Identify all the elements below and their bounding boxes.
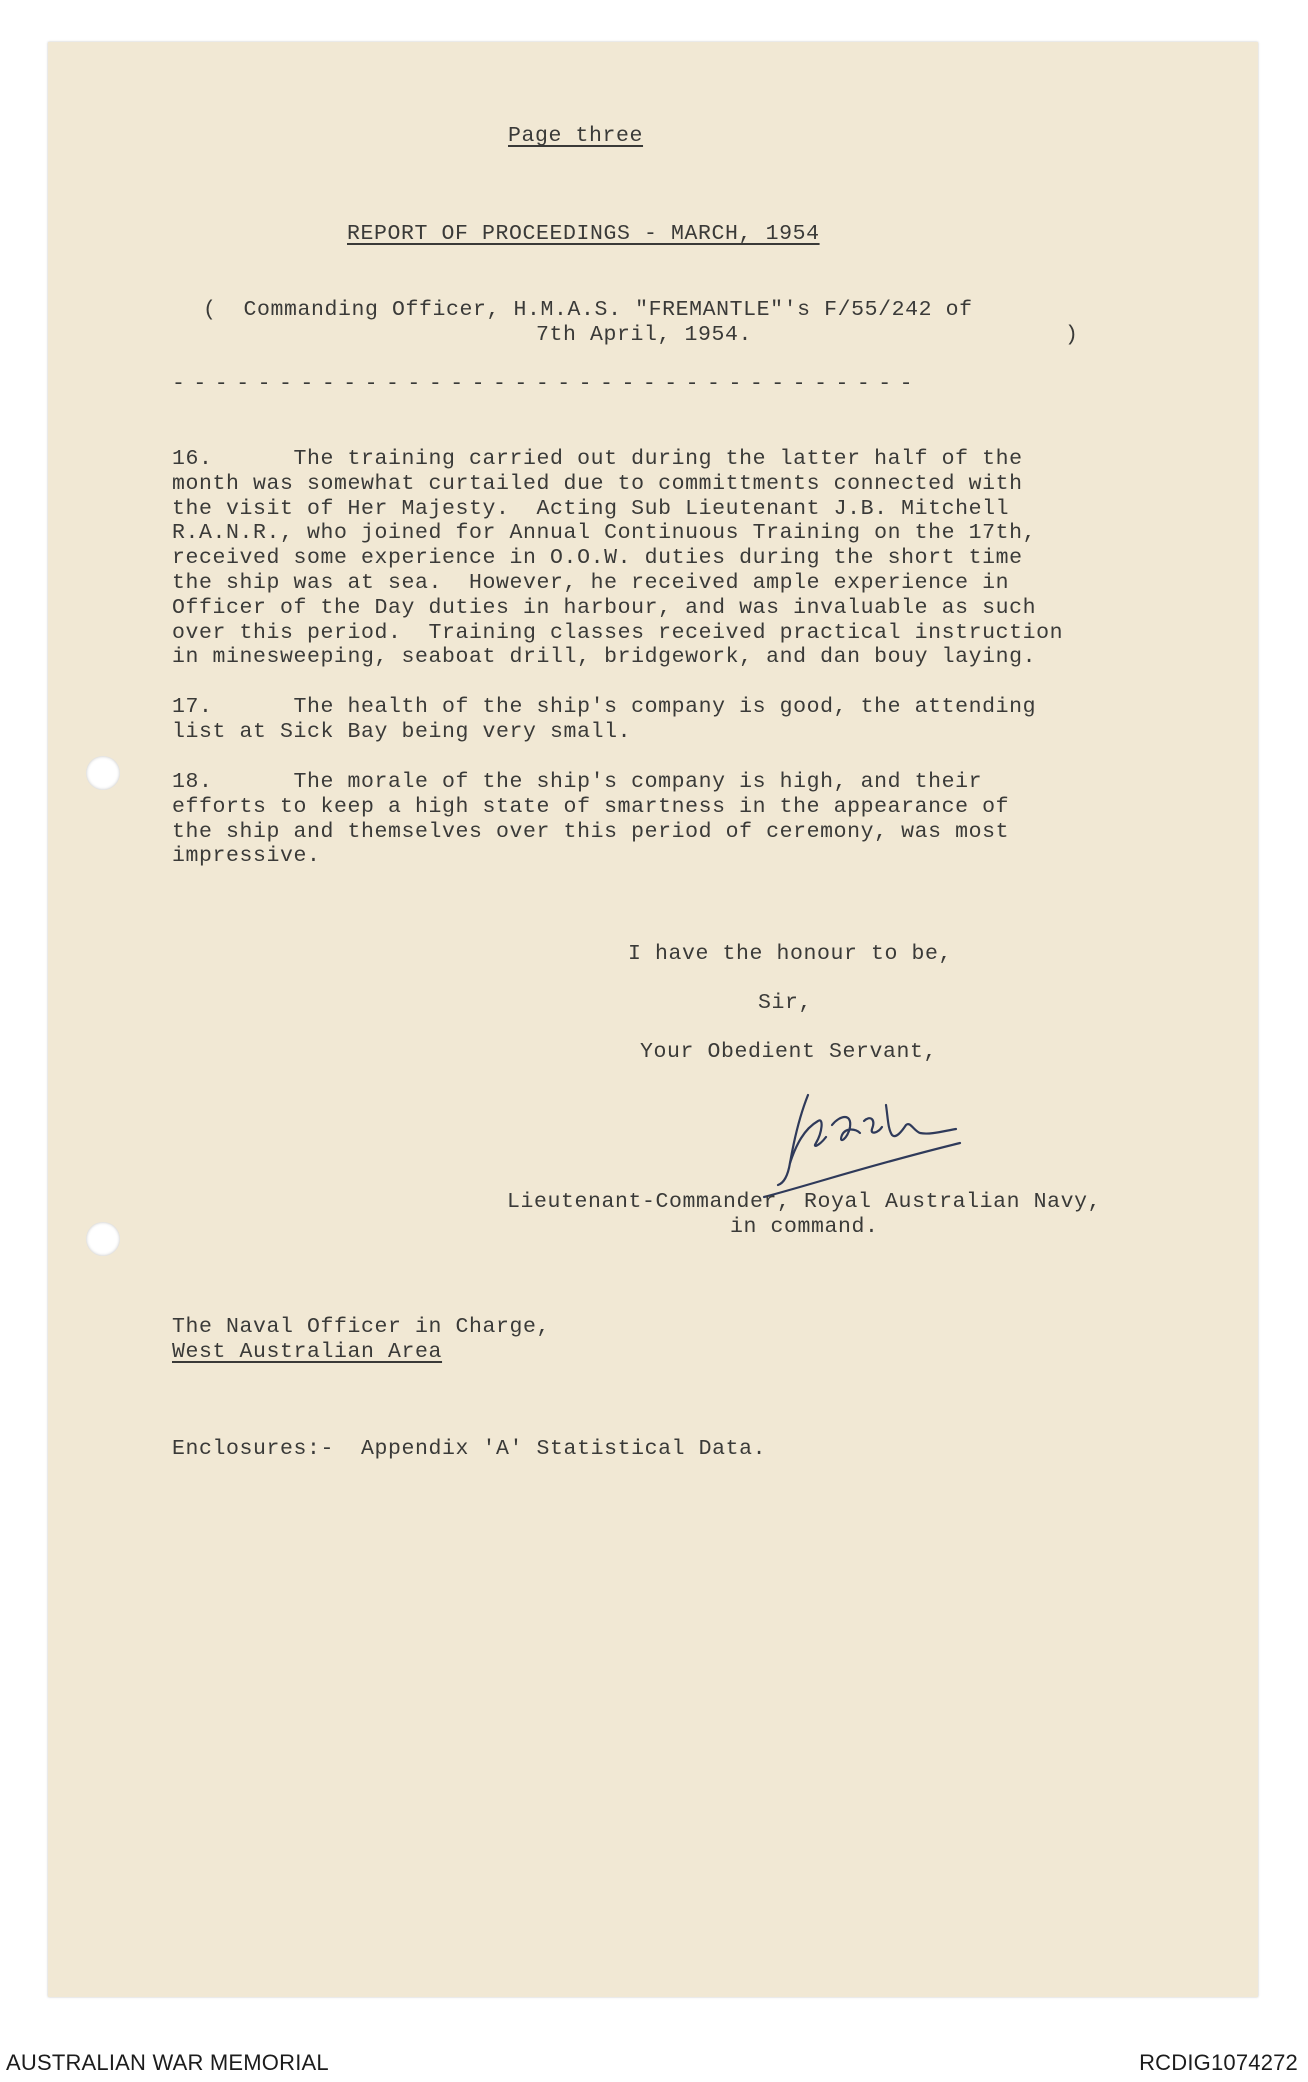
paragraph-line: in minesweeping, seaboat drill, bridgework, and dan bouy laying. <box>172 645 1037 670</box>
punch-hole <box>86 1222 120 1256</box>
paragraph-16 <box>172 447 1172 670</box>
paragraph-line: the ship was at sea. However, he received ample experience in <box>172 570 1010 595</box>
reference-line-1: ( Commanding Officer, H.M.A.S. "FREMANTLE"'s F/55/242 of <box>203 298 973 322</box>
reference-close-paren: ) <box>1065 323 1079 347</box>
paragraph-line: efforts to keep a high state of smartness in the appearance of <box>172 794 1010 819</box>
enclosures-line: Enclosures:- Appendix 'A' Statistical Data. <box>172 1437 767 1461</box>
paragraph-line: impressive. <box>172 844 321 869</box>
paragraph-line: R.A.N.R., who joined for Annual Continuous Training on the 17th, <box>172 521 1037 546</box>
paragraph-line: received some experience in O.O.W. duties during the short time <box>172 546 1023 571</box>
paragraph-line: 17. The health of the ship's company is good, the attending <box>172 695 1037 719</box>
archive-record-id: RCDIG1074272 <box>1139 2050 1298 2075</box>
report-title: REPORT OF PROCEEDINGS - MARCH, 1954 <box>347 222 820 246</box>
separator-line: ----------------------------------- <box>172 372 922 396</box>
closing-servant-line: Your Obedient Servant, <box>640 1040 938 1064</box>
archive-credit: AUSTRALIAN WAR MEMORIAL <box>6 2050 329 2075</box>
reference-line-2: 7th April, 1954. <box>536 323 753 347</box>
paragraph-line: the ship and themselves over this period of ceremony, was most <box>172 819 1010 844</box>
paragraph-18 <box>172 770 1172 869</box>
signatory-rank-line: Lieutenant-Commander, Royal Australian Navy, <box>507 1190 1102 1214</box>
paragraph-line: list at Sick Bay being very small. <box>172 719 632 744</box>
page-label: Page three <box>508 124 644 148</box>
paragraph-line: Officer of the Day duties in harbour, and was invaluable as such <box>172 595 1037 620</box>
paragraph-line: 18. The morale of the ship's company is high, and their <box>172 770 983 794</box>
paragraph-line: the visit of Her Majesty. Acting Sub Lieutenant J.B. Mitchell <box>172 496 1010 521</box>
closing-salutation: Sir, <box>758 991 813 1015</box>
paragraph-line: over this period. Training classes received practical instruction <box>172 620 1064 645</box>
closing-honour-line: I have the honour to be, <box>628 942 953 966</box>
signatory-command-line: in command. <box>730 1215 879 1239</box>
addressee-line-1: The Naval Officer in Charge, <box>172 1315 551 1339</box>
handwritten-signature <box>760 1085 970 1205</box>
addressee-line-2: West Australian Area <box>172 1340 443 1364</box>
paragraph-line: 16. The training carried out during the latter half of the <box>172 447 1023 471</box>
paragraph-line: month was somewhat curtailed due to committments connected with <box>172 471 1023 496</box>
punch-hole <box>86 756 120 790</box>
paragraph-17 <box>172 695 1172 745</box>
